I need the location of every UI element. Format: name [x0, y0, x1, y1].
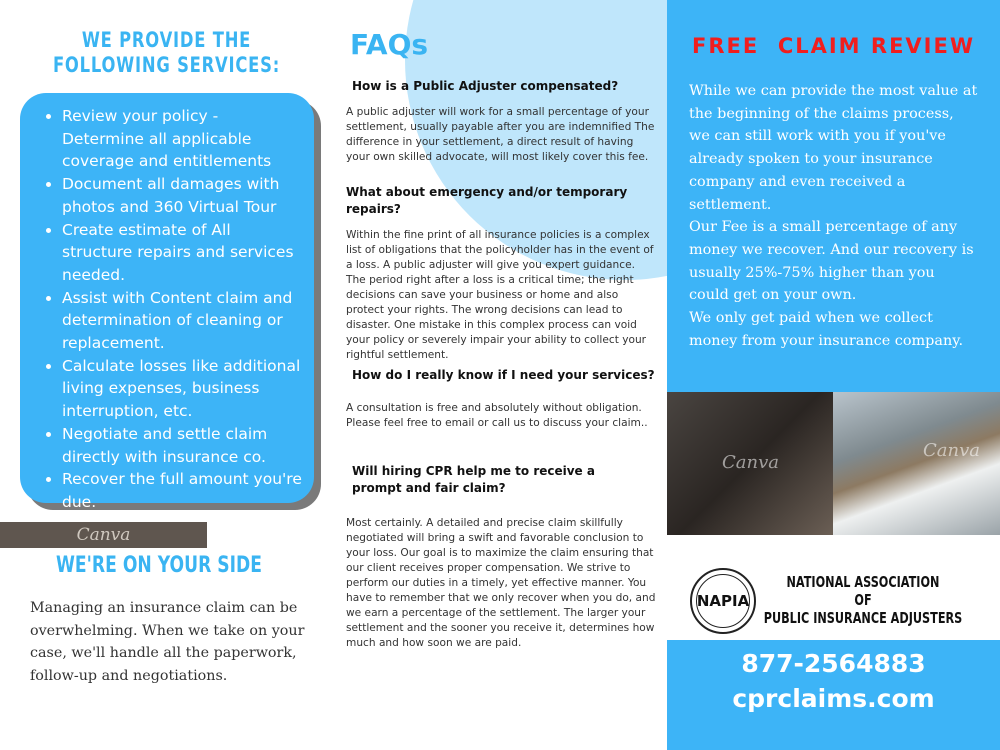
- free-review-text: While we can provide the most value at the beginning of the claims process, we can still work with you if you've already spoken to your insurance company and even received a settlement. Our Fee is a small percentage of any money we recover. And our recovery is usually 25%-75% higher than you could get on your own. We only get paid when we collect money from your insurance company.: [689, 83, 978, 349]
- list-item: • Negotiate and settle claim directly with insurance co.: [62, 423, 304, 468]
- list-item: • Assist with Content claim and determination of cleaning or replacement.: [62, 287, 304, 355]
- side-text: Managing an insurance claim can be overwhelming. When we take on your case, we'll handle all the paperwork, follow-up and negotiations.: [30, 600, 305, 684]
- faq-answer: Most certainly. A detailed and precise claim skillfully negotiated will bring a swift and favorable conclusion to your loss. Our goal is to maximize the claim ensuring that our client receives proper compensation. We strive to perform our duties in a timely, yet effective manner. You have to remember that we only recover when you do, and we earn a percentage of the settlement. The larger your settlement and the sooner you receive it, determines how much and how soon we are paid.: [346, 517, 656, 649]
- faq-answer: A public adjuster will work for a small percentage of your settlement, usually payable after you are indemnified The difference in your settlement, a direct result of having your own skilled advocate, will most likely cover this fee.: [346, 106, 655, 163]
- side-title: [0, 553, 318, 578]
- list-item: • Recover the full amount you're due.: [62, 468, 304, 513]
- faq-title: FAQs: [350, 28, 429, 61]
- faq-answer: Within the fine print of all insurance policies is a complex list of obligations that the policyholder has in the event of a loss. A public adjuster will give you expert guidance. The period right after a loss is a critical time; the right decisions can save your business or home and also protect your rights. The wrong decisions can lead to disaster. One mistake in this complex process can void your policy or severely impair your ability to collect your rightful settlement.: [346, 229, 654, 361]
- photo-watermark: Canva: [923, 440, 980, 461]
- photo-watermark: Canva: [722, 452, 779, 473]
- side-title-text: WE'RE ON YOUR SIDE: [56, 553, 262, 578]
- free-review-title: FREE CLAIM REVIEW: [692, 34, 975, 58]
- napia-name-text: NATIONAL ASSOCIATION OF PUBLIC INSURANCE ADJUSTERS: [763, 573, 963, 627]
- faq-question: How is a Public Adjuster compensated?: [352, 79, 619, 93]
- faq-question: What about emergency and/or temporary repairs?: [346, 185, 628, 216]
- website-link[interactable]: cprclaims.com: [732, 684, 935, 713]
- services-list: [62, 105, 304, 514]
- list-item: • Create estimate of All structure repairs and services needed.: [62, 219, 304, 287]
- napia-name: [713, 573, 1000, 627]
- faq-question: How do I really know if I need your services?: [352, 368, 655, 382]
- canva-watermark-image: Canva: [0, 522, 207, 548]
- napia-logo-text: NAPIA: [696, 574, 750, 628]
- faq-question: Will hiring CPR help me to receive a prompt and fair claim?: [352, 464, 595, 495]
- faq-answer: A consultation is free and absolutely without obligation. Please feel free to email or call us to discuss your claim..: [346, 402, 648, 429]
- contact-panel: [667, 640, 1000, 750]
- services-title: [0, 28, 333, 78]
- tree-damage-photo: [833, 392, 1000, 535]
- services-title-text: WE PROVIDE THE FOLLOWING SERVICES:: [52, 28, 281, 77]
- list-item: • Calculate losses like additional living expenses, business interruption, etc.: [62, 355, 304, 423]
- list-item: • Review your policy - Determine all applicable coverage and entitlements: [62, 105, 304, 173]
- list-item: • Document all damages with photos and 360 Virtual Tour: [62, 173, 304, 218]
- services-box: [20, 93, 314, 511]
- fire-damage-photo: [667, 392, 833, 535]
- phone-number[interactable]: 877-2564883: [741, 649, 926, 678]
